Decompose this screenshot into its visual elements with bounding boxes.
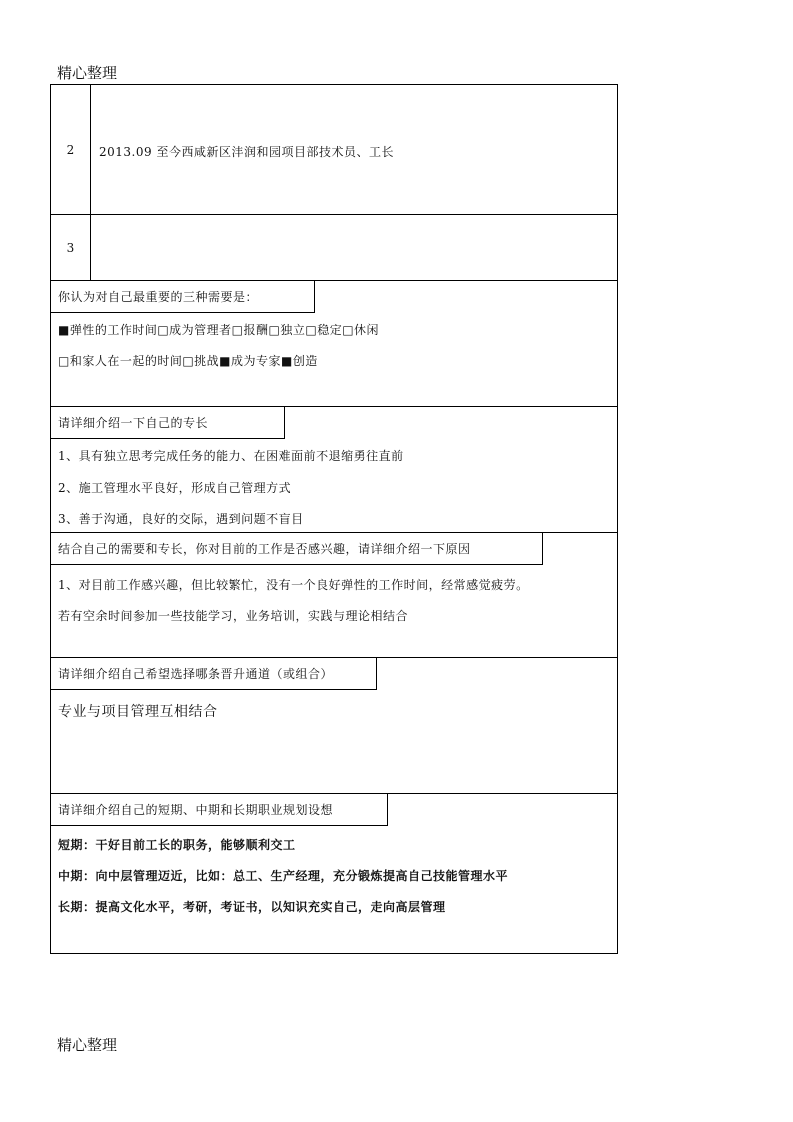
table-row — [51, 85, 617, 214]
page-footer: 精心整理 — [57, 1036, 118, 1054]
interest-line-1: 1、对目前工作感兴趣，但比较繁忙，没有一个良好弹性的工作时间，经常感觉疲劳。 — [58, 578, 529, 592]
needs-label: 你认为对自己最重要的三种需要是： — [51, 281, 315, 313]
row-number: 2 — [51, 85, 91, 214]
promotion-section — [51, 658, 617, 793]
interest-line-2: 若有空余时间参加一些技能学习，业务培训，实践与理论相结合 — [58, 609, 409, 623]
needs-section — [51, 281, 617, 406]
plan-line-short: 短期：干好目前工长的职务，能够顺利交工 — [58, 838, 296, 852]
plan-line-mid: 中期：向中层管理迈近，比如：总工、生产经理，充分锻炼提高自己技能管理水平 — [58, 869, 509, 883]
plan-line-long: 长期：提高文化水平，考研，考证书，以知识充实自己，走向高层管理 — [58, 900, 446, 914]
row-number: 3 — [51, 215, 91, 280]
page-header: 精心整理 — [57, 64, 118, 82]
strengths-line-3: 3、善于沟通，良好的交际，遇到问题不盲目 — [58, 512, 304, 526]
strengths-section — [51, 407, 617, 532]
interest-label: 结合自己的需要和专长，你对目前的工作是否感兴趣，请详细介绍一下原因 — [51, 533, 543, 565]
needs-line-1: ■弹性的工作时间□成为管理者□报酬□独立□稳定□休闲 — [58, 323, 380, 337]
promotion-label: 请详细介绍自己希望选择哪条晋升通道（或组合） — [51, 658, 377, 690]
strengths-label: 请详细介绍一下自己的专长 — [51, 407, 285, 439]
plan-section — [51, 794, 617, 954]
interest-section — [51, 533, 617, 657]
needs-line-2: □和家人在一起的时间□挑战■成为专家■创造 — [58, 354, 318, 368]
plan-label: 请详细介绍自己的短期、中期和长期职业规划设想 — [51, 794, 388, 826]
strengths-line-2: 2、施工管理水平良好，形成自己管理方式 — [58, 481, 292, 495]
strengths-line-1: 1、具有独立思考完成任务的能力、在困难面前不退缩勇往直前 — [58, 449, 404, 463]
form-table — [50, 84, 618, 954]
table-row — [51, 215, 617, 280]
promotion-line-1: 专业与项目管理互相结合 — [58, 704, 218, 720]
row-text: 2013.09 至今西咸新区沣润和园项目部技术员、工长 — [99, 145, 394, 159]
